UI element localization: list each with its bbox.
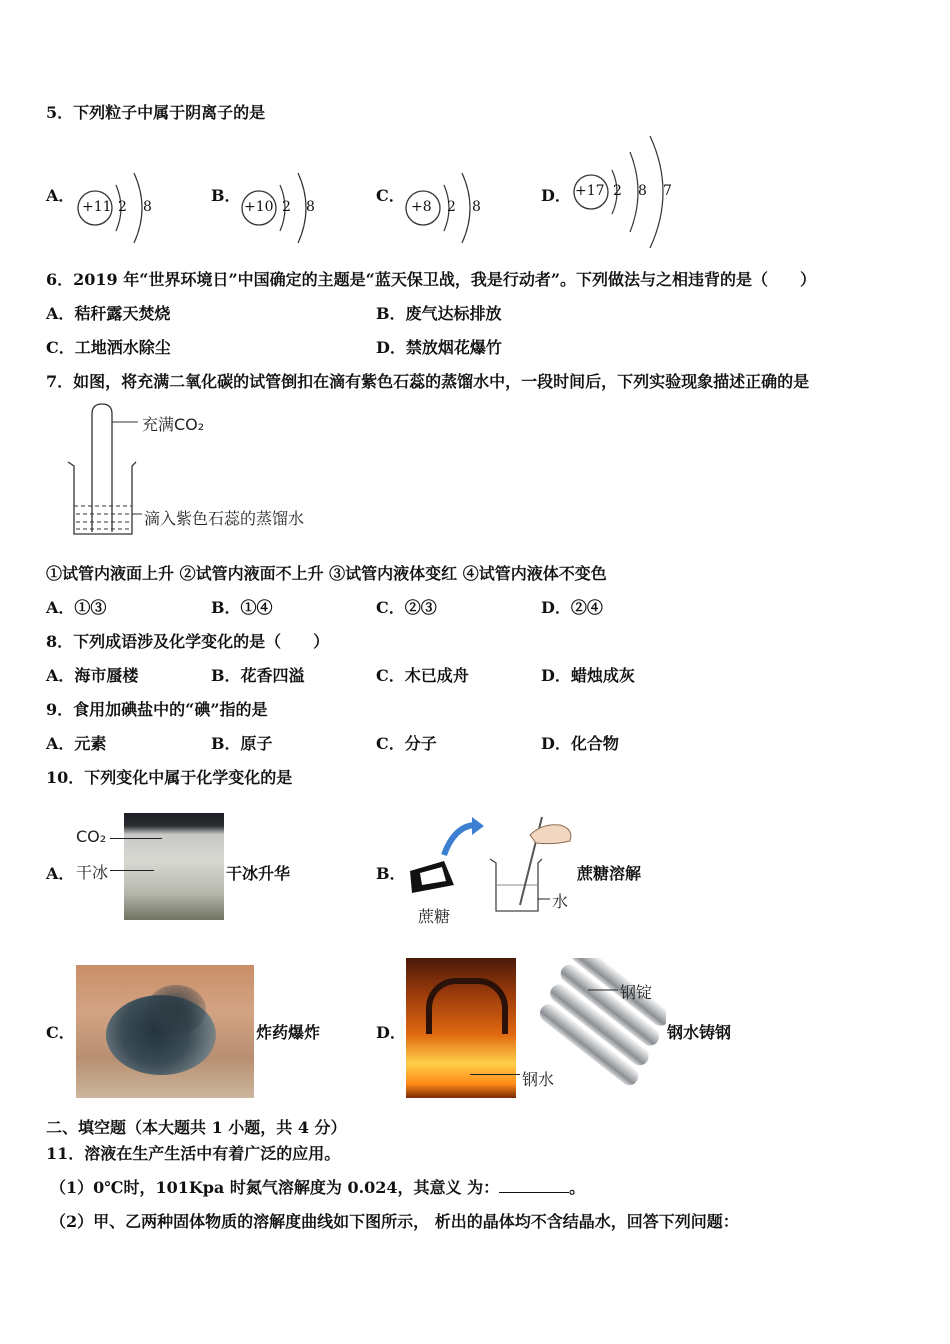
shell-1-label-b: 2	[282, 199, 291, 215]
q6-stem: 6．2019 年“世界环境日”中国确定的主题是“蓝天保卫战，我是行动者”。下列做法与之相违背的是（ ）	[46, 270, 817, 289]
q6-option-a: A．秸秆露天焚烧	[46, 304, 171, 323]
nucleus-label-b: +10	[244, 199, 274, 215]
sugar-label: 蔗糖	[418, 907, 451, 926]
q11-part-2: （2）甲、乙两种固体物质的溶解度曲线如下图所示， 析出的晶体均不含结晶水，回答下列问题：	[50, 1212, 739, 1231]
q7-option-c: C．②③	[376, 598, 437, 617]
nucleus-label-c: +8	[411, 199, 432, 215]
q9-option-b: B．原子	[211, 734, 273, 753]
q11-answer-blank[interactable]	[499, 1178, 569, 1193]
q10-option-b-letter: B．	[376, 864, 406, 883]
ingot-label: 钢锭	[620, 983, 653, 1002]
q6-option-b: B．废气达标排放	[376, 304, 502, 323]
q10-option-a-letter: A．	[46, 864, 75, 883]
q5-option-a-letter: A．	[46, 186, 75, 205]
shell-2-label-a: 8	[143, 199, 152, 215]
q10-option-c-caption: 炸药爆炸	[256, 1023, 321, 1042]
shell-2-label-b: 8	[306, 199, 315, 215]
q7-stem: 7．如图，将充满二氧化碳的试管倒扣在滴有紫色石蕊的蒸馏水中，一段时间后，下列实验现象描述正确的是	[46, 372, 810, 391]
q11-part-1-text: （1）0℃时，101Kpa 时氮气溶解度为 0.024，其意义 为：	[50, 1178, 500, 1197]
molten-steel-photo	[406, 958, 516, 1098]
q9-option-c: C．分子	[376, 734, 437, 753]
co2-gas-label: CO₂	[76, 827, 107, 846]
nucleus-label-a: +11	[82, 199, 112, 215]
shell-2-label-d: 8	[638, 183, 647, 199]
q9-option-d: D．化合物	[541, 734, 619, 753]
test-tube-beaker-figure	[64, 400, 154, 540]
section-2-heading: 二、填空题（本大题共 1 小题，共 4 分）	[46, 1118, 347, 1137]
q8-option-d: D．蜡烛成灰	[541, 666, 635, 685]
q6-option-c: C．工地洒水除尘	[46, 338, 171, 357]
q7-statements: ①试管内液面上升 ②试管内液面不上升 ③试管内液体变红 ④试管内液体不变色	[46, 564, 607, 583]
dry-ice-leader-lines	[110, 838, 162, 870]
q9-stem: 9．食用加碘盐中的“碘”指的是	[46, 700, 268, 719]
q8-option-b: B．花香四溢	[211, 666, 305, 685]
q7-option-b: B．①④	[211, 598, 273, 617]
q8-stem: 8．下列成语涉及化学变化的是（ ）	[46, 632, 330, 651]
molten-steel-label: 钢水	[522, 1070, 555, 1089]
q11-part-1	[50, 1178, 585, 1198]
q10-option-d-caption: 钢水铸钢	[667, 1023, 732, 1042]
q7-option-d: D．②④	[541, 598, 603, 617]
shell-3-label-d: 7	[663, 183, 672, 199]
q10-option-a-caption: 干冰升华	[226, 864, 291, 883]
water-label: 水	[552, 892, 569, 911]
shell-1-label-c: 2	[447, 199, 456, 215]
q8-option-a: A．海市蜃楼	[46, 666, 139, 685]
q10-option-c-letter: C．	[46, 1023, 75, 1042]
explosion-photo	[76, 965, 254, 1098]
q10-option-d-letter: D．	[376, 1023, 406, 1042]
q10-stem: 10．下列变化中属于化学变化的是	[46, 768, 293, 787]
dry-ice-label: 干冰	[76, 863, 109, 882]
q5-option-b-letter: B．	[211, 186, 241, 205]
shell-1-label-d: 2	[613, 183, 622, 199]
q5-stem: 5．下列粒子中属于阴离子的是	[46, 103, 266, 122]
q8-option-c: C．木已成舟	[376, 666, 469, 685]
q9-option-a: A．元素	[46, 734, 107, 753]
q11-stem: 11．溶液在生产生活中有着广泛的应用。	[46, 1144, 341, 1163]
litmus-water-label: 滴入紫色石蕊的蒸馏水	[144, 509, 305, 528]
q7-option-a: A．①③	[46, 598, 107, 617]
nucleus-label-d: +17	[575, 183, 605, 199]
q5-option-c-letter: C．	[376, 186, 405, 205]
q10-option-b-caption: 蔗糖溶解	[577, 864, 642, 883]
co2-filled-label: 充满CO₂	[142, 415, 205, 434]
shell-1-label-a: 2	[118, 199, 127, 215]
q5-option-d-letter: D．	[541, 186, 571, 205]
q6-option-d: D．禁放烟花爆竹	[376, 338, 502, 357]
molten-leader-line	[470, 1074, 520, 1075]
q11-part-1-end: 。	[569, 1178, 586, 1197]
shell-2-label-c: 8	[472, 199, 481, 215]
